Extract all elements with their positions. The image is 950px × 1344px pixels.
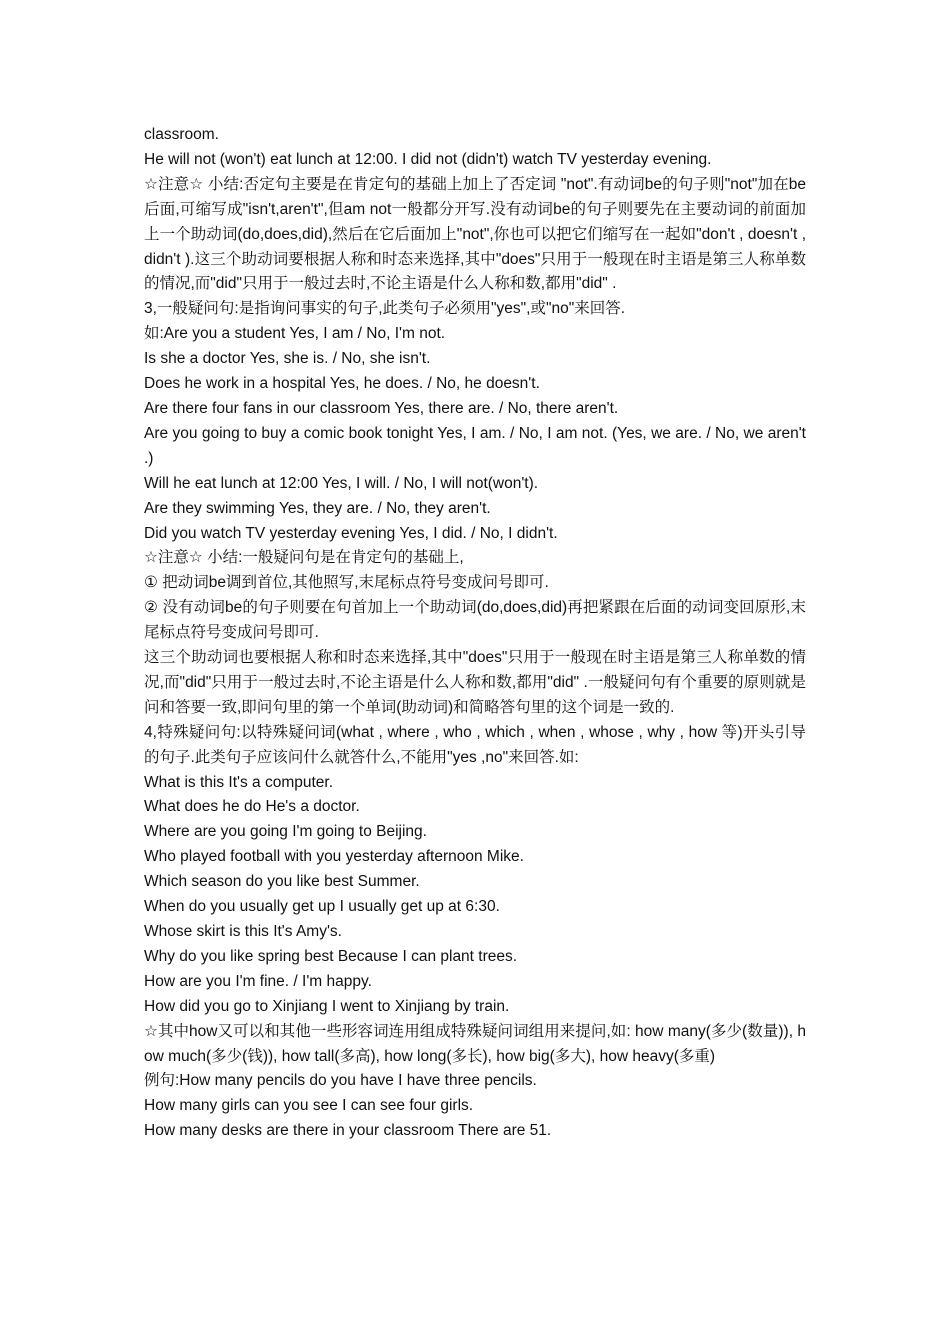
negative-summary-note: ☆注意☆ 小结:否定句主要是在肯定句的基础上加上了否定词 "not".有动词be的句子则"not"加在be后面,可缩写成"isn't,aren't",但am not一般都分开写.没有动词be的句子则要先在主要动词的前面加上一个助动词(do,does,did),然后在它后面加上"not",你也可以把它们缩写在一起如"don't , doesn't , didn't ).这三个助动词要根据人称和时态来选择,其中"does"只用于一般现在时主语是第三人称单数的情况,而"did"只用于一般过去时,不论主语是什么人称和数,都用"did" .: [144, 175, 806, 293]
example-sentence: Why do you like spring best Because I can plant trees.: [144, 947, 518, 965]
rule-item: ① 把动词be调到首位,其他照写,末尾标点符号变成问号即可.: [144, 574, 549, 592]
how-phrase-note: ☆其中how又可以和其他一些形容词连用组成特殊疑问词组用来提问,如: how many(多少(数量)), how much(多少(钱)), how tall(多高), how long(多长), how big(多大), how heavy(多重): [144, 1022, 806, 1065]
example-sentence: Who played football with you yesterday afternoon Mike.: [144, 848, 524, 866]
rule-item: ② 没有动词be的句子则要在句首加上一个助动词(do,does,did)再把紧跟在后面的动词变回原形,末尾标点符号变成问号即可.: [144, 599, 806, 642]
example-sentence: Are there four fans in our classroom Yes, there are. / No, there aren't.: [144, 399, 619, 417]
example-sentence: Will he eat lunch at 12:00 Yes, I will. / No, I will not(won't).: [144, 474, 539, 492]
example-sentence: How did you go to Xinjiang I went to Xinjiang by train.: [144, 997, 510, 1015]
example-sentence: What does he do He's a doctor.: [144, 798, 360, 816]
general-question-note: ☆注意☆ 小结:一般疑问句是在肯定句的基础上,: [144, 549, 464, 567]
example-sentence: Which season do you like best Summer.: [144, 873, 420, 891]
section-heading-general-question: 3,一般疑问句:是指询问事实的句子,此类句子必须用"yes",或"no"来回答.: [144, 300, 626, 318]
example-sentence: Are you going to buy a comic book tonight Yes, I am. / No, I am not. (Yes, we are. / No, we aren't.): [144, 424, 806, 467]
example-sentence: What is this It's a computer.: [144, 773, 334, 791]
example-sentence: 例句:How many pencils do you have I have three pencils.: [144, 1072, 537, 1090]
example-sentence: When do you usually get up I usually get up at 6:30.: [144, 898, 500, 916]
example-sentence: Did you watch TV yesterday evening Yes, I did. / No, I didn't.: [144, 524, 558, 542]
example-sentence: Where are you going I'm going to Beijing.: [144, 823, 427, 841]
rule-paragraph: 这三个助动词也要根据人称和时态来选择,其中"does"只用于一般现在时主语是第三人称单数的情况,而"did"只用于一般过去时,不论主语是什么人称和数,都用"did" .一般疑问句有个重要的原则就是问和答要一致,即问句里的第一个单词(助动词)和简略答句里的这个词是一致的.: [144, 649, 806, 716]
example-sentence: 如:Are you a student Yes, I am / No, I'm not.: [144, 325, 446, 343]
example-sentence: How are you I'm fine. / I'm happy.: [144, 972, 372, 990]
text-line: classroom.: [144, 126, 219, 143]
example-sentence: Are they swimming Yes, they are. / No, they aren't.: [144, 499, 491, 517]
document-body: [144, 123, 806, 1144]
section-heading-special-question: 4,特殊疑问句:以特殊疑问词(what , where , who , which , when , whose , why , how 等)开头引导的句子.此类句子应该问什么就答什么,不能用"yes ,no"来回答.如:: [144, 723, 806, 766]
example-sentence: Is she a doctor Yes, she is. / No, she isn't.: [144, 350, 431, 368]
example-sentence: Whose skirt is this It's Amy's.: [144, 923, 342, 940]
example-sentence: How many girls can you see I can see four girls.: [144, 1097, 474, 1115]
example-sentence: He will not (won't) eat lunch at 12:00. I did not (didn't) watch TV yesterday evening.: [144, 150, 712, 168]
example-sentence: Does he work in a hospital Yes, he does. / No, he doesn't.: [144, 375, 540, 393]
example-sentence: How many desks are there in your classroom There are 51.: [144, 1122, 552, 1140]
